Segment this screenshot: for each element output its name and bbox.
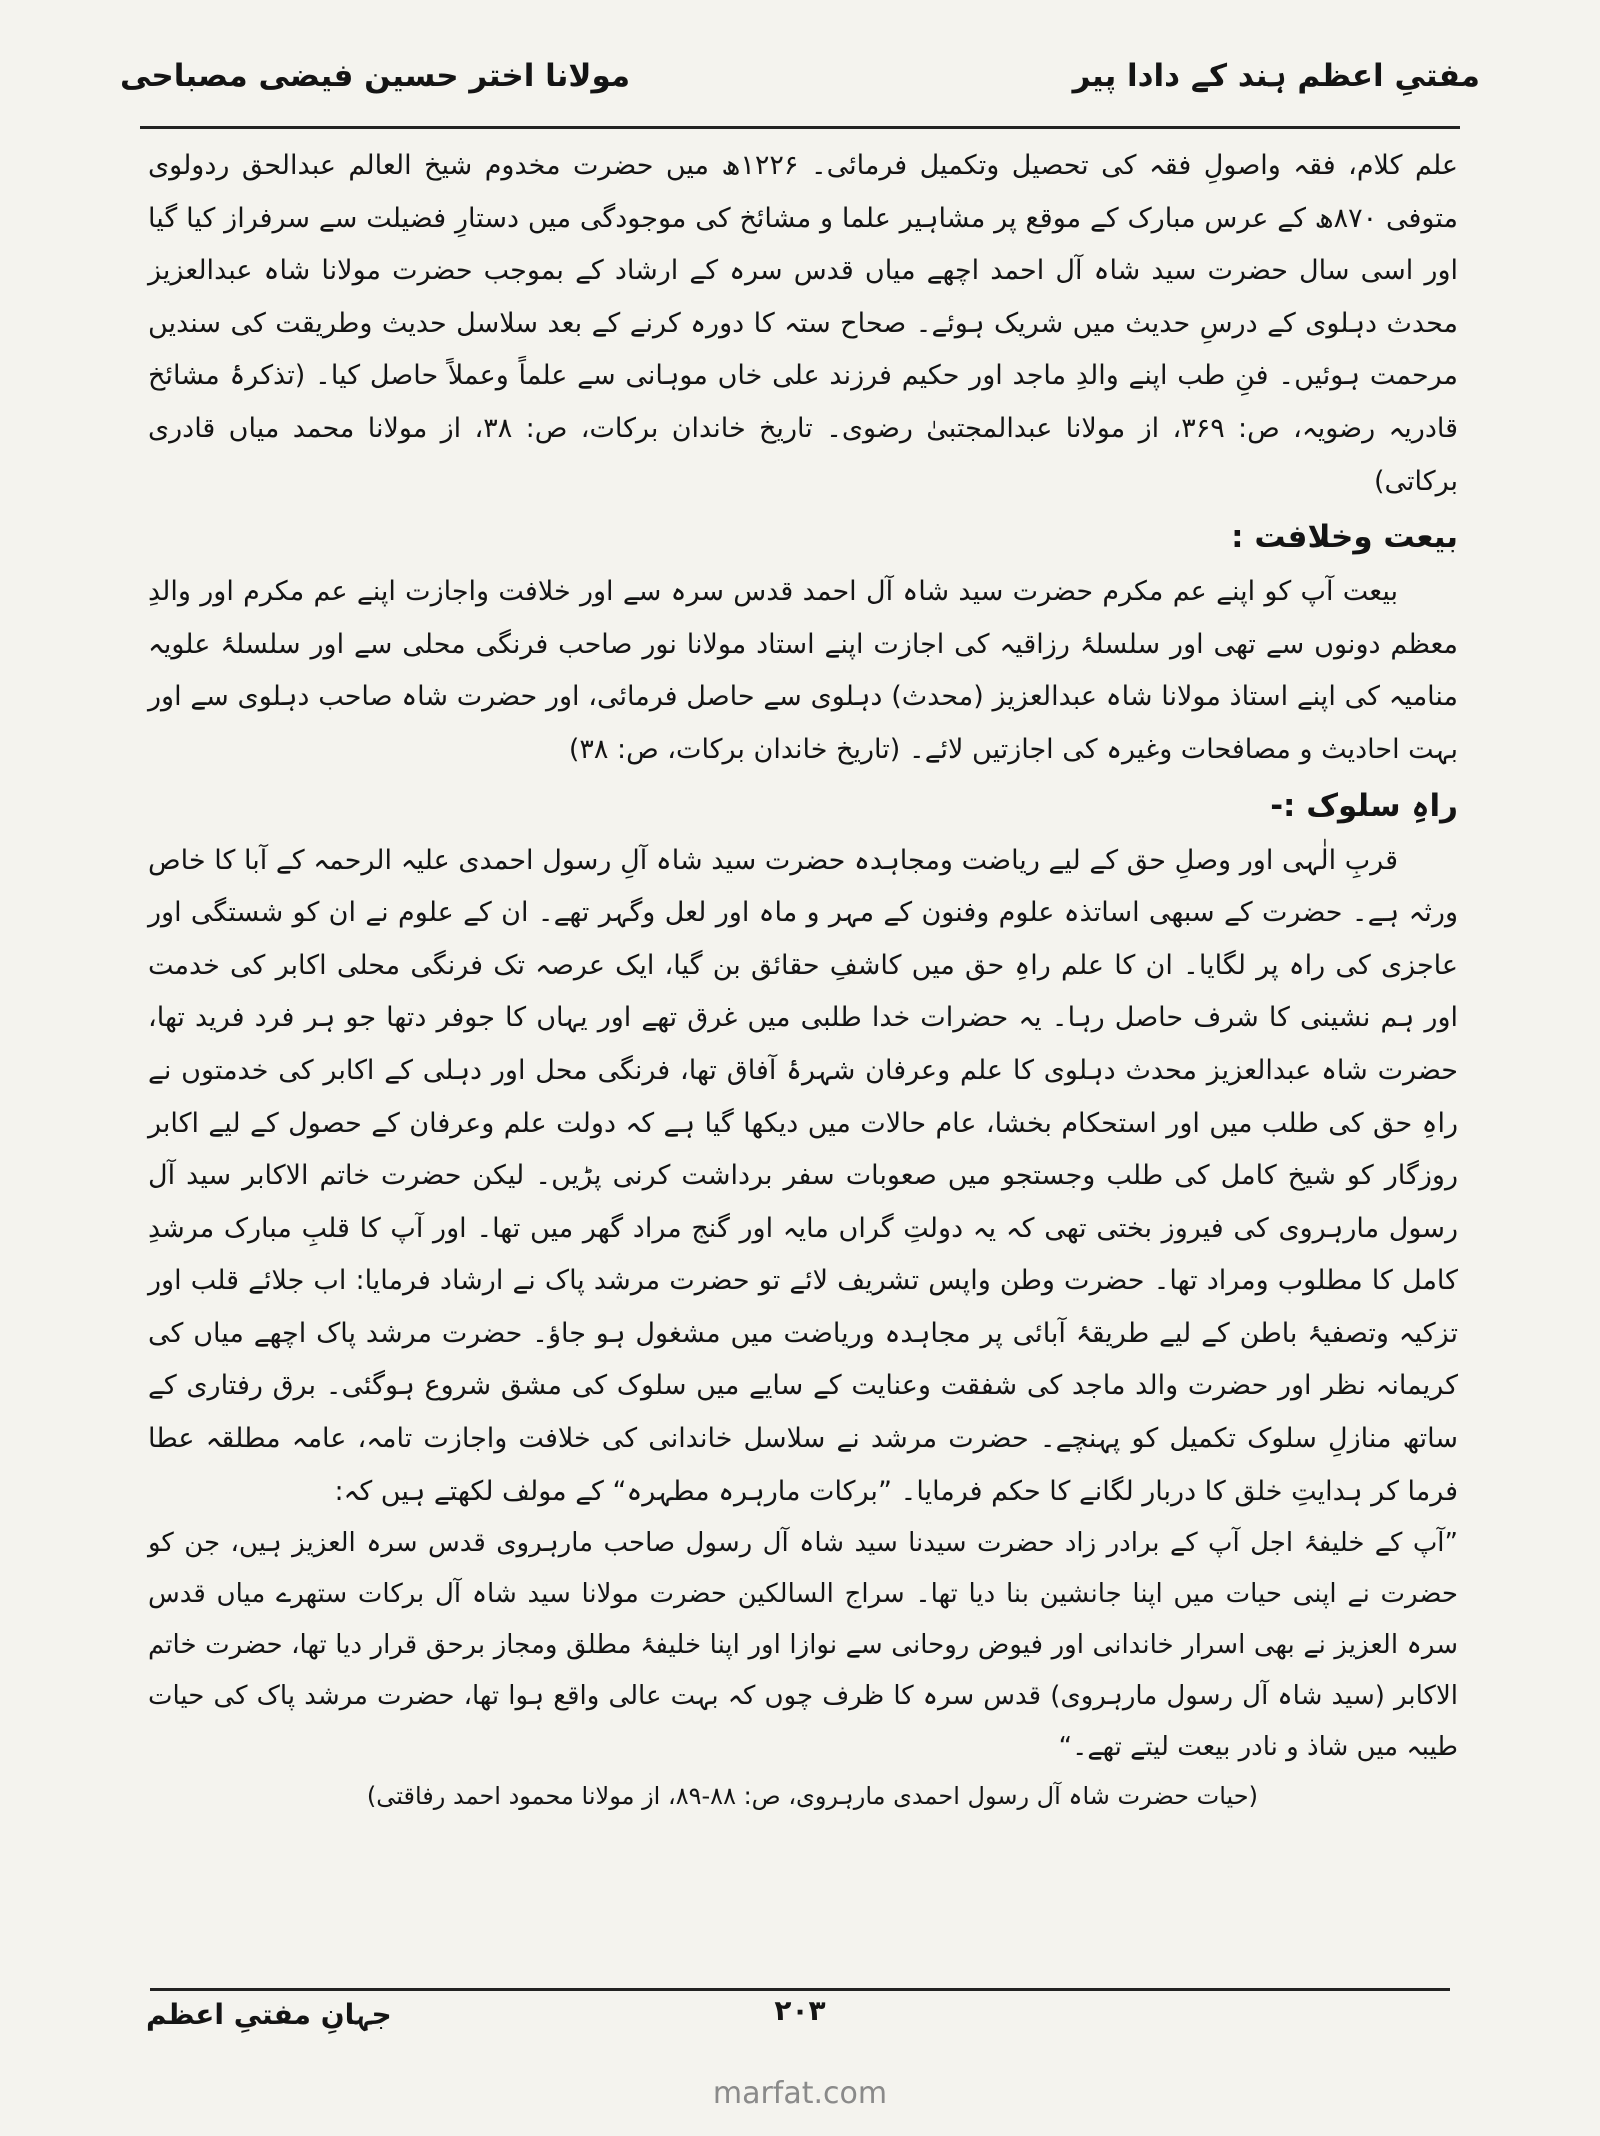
watermark: marfat.com (712, 2076, 888, 2111)
section-heading-baiat: بیعت وخلافت : (1231, 519, 1458, 556)
block-quote: ”آپ کے خلیفۂ اجل آپ کے برادر زاد حضرت سیدنا سید شاہ آل رسول صاحب مارہروی قدس سرہ العزیز ہیں، جن کو حضرت نے اپنی حیات میں اپنا جانشین بنا دیا تھا۔ سراج السالکین حضرت مولانا سید شاہ آل برکات ستھرے میاں قدس سرہ العزیز نے بھی اسرار خاندانی اور فیوض روحانی سے نوازا اور اپنا خلیفۂ مطلق ومجاز برحق قرار دیا تھا، حضرت خاتم الاکابر (سید شاہ آل رسول مارہروی) قدس سرہ کا ظرف چوں کہ بہت عالی واقع ہوا تھا، حضرت مرشد پاک کی حیات طیبہ میں شاذ و نادر بیعت لیتے تھے۔“ (148, 1528, 1458, 1763)
header-author: مولانا اختر حسین فیضی مصباحی (120, 58, 631, 94)
header-title: مفتیِ اعظم ہند کے دادا پیر (1072, 58, 1480, 94)
paragraph-baiat: بیعت آپ کو اپنے عم مکرم حضرت سید شاہ آل احمد قدس سرہ سے اور خلافت واجازت اپنے عم مکرم اور والدِ معظم دونوں سے تھی اور سلسلۂ رزاقیہ کی اجازت اپنے استاد مولانا نور صاحب فرنگی محلی سے اور سلسلۂ علویہ منامیہ کی اپنے استاذ مولانا شاہ عبدالعزیز (محدث) دہلوی سے حاصل فرمائی، اور حضرت شاہ صاحب دہلوی سے اور بہت احادیث و مصافحات وغیرہ کی اجازتیں لائے۔ (تاریخ خاندان برکات، ص: ۳۸) (148, 576, 1458, 765)
paragraph-education: علم کلام، فقہ واصولِ فقہ کی تحصیل وتکمیل فرمائی۔ ۱۲۲۶ھ میں حضرت مخدوم شیخ العالم عبدالحق ردولوی متوفی ۸۷۰ھ کے عرس مبارک کے موقع پر مشاہیر علما و مشائخ کی موجودگی میں دستارِ فضیلت سے سرفراز کیا گیا اور اسی سال حضرت سید شاہ آل احمد اچھے میاں قدس سرہ کے ارشاد کے بموجب حضرت مولانا شاہ عبدالعزیز محدث دہلوی کے درسِ حدیث میں شریک ہوئے۔ صحاح ستہ کا دورہ کرنے کے بعد سلاسل حدیث وطریقت کی سندیں مرحمت ہوئیں۔ فنِ طب اپنے والدِ ماجد اور حکیم فرزند علی خاں موہانی سے علماً وعملاً حاصل کیا۔ (تذکرۂ مشائخ قادریہ رضویہ، ص: ۳۶۹، از مولانا عبدالمجتبیٰ رضوی۔ تاریخ خاندان برکات، ص: ۳۸، از مولانا محمد میاں قادری برکاتی) (148, 150, 1459, 497)
footer-title: جہانِ مفتیِ اعظم (146, 1998, 392, 2031)
section-heading-suluk: راہِ سلوک :- (1270, 787, 1458, 824)
footer-rule (150, 1988, 1450, 1991)
main-text (148, 140, 1458, 1819)
running-header (120, 58, 1480, 118)
header-rule (140, 126, 1460, 129)
paragraph-suluk: قربِ الٰہی اور وصلِ حق کے لیے ریاضت ومجاہدہ حضرت سید شاہ آلِ رسول احمدی علیہ الرحمہ کے آبا کا خاص ورثہ ہے۔ حضرت کے سبھی اساتذہ علوم وفنون کے مہر و ماہ اور لعل وگہر تھے۔ ان کے علوم نے ان کو شستگی اور عاجزی کی راہ پر لگایا۔ ان کا علم راہِ حق میں کاشفِ حقائق بن گیا، ایک عرصہ تک فرنگی محلی اکابر کی خدمت اور ہم نشینی کا شرف حاصل رہا۔ یہ حضرات خدا طلبی میں غرق تھے اور یہاں کا جوفر دتھا جو ہر فرد فرید تھا، حضرت شاہ عبدالعزیز محدث دہلوی کا علم وعرفان شہرۂ آفاق تھا، فرنگی محل اور دہلی کے اکابر کی خدمتوں نے راہِ حق کی طلب میں اور استحکام بخشا، عام حالات میں دیکھا گیا ہے کہ دولت علم وعرفان کے حصول کے لیے اکابر روزگار کو شیخ کامل کی طلب وجستجو میں صعوبات سفر برداشت کرنی پڑیں۔ لیکن حضرت خاتم الاکابر سید آل رسول مارہروی کی فیروز بختی تھی کہ یہ دولتِ گراں مایہ اور گنج مراد گھر میں تھا۔ اور آپ کا قلبِ مبارک مرشدِ کامل کا مطلوب ومراد تھا۔ حضرت وطن واپس تشریف لائے تو حضرت مرشد پاک نے ارشاد فرمایا: اب جلائے قلب اور تزکیہ وتصفیۂ باطن کے لیے طریقۂ آبائی پر مجاہدہ وریاضت میں مشغول ہو جاؤ۔ حضرت مرشد پاک اچھے میاں کی کریمانہ نظر اور حضرت والد ماجد کی شفقت وعنایت کے سایے میں سلوک کی مشق شروع ہوگئی۔ برق رفتاری کے ساتھ منازلِ سلوک تکمیل کو پہنچے۔ حضرت مرشد نے سلاسل خاندانی کی خلافت واجازت تامہ، عامہ مطلقہ عطا فرما کر ہدایتِ خلق کا دربار لگانے کا حکم فرمایا۔ ”برکات مارہرہ مطہرہ“ کے مولف لکھتے ہیں کہ: (148, 844, 1458, 1507)
quote-citation: (حیات حضرت شاہ آل رسول احمدی مارہروی، ص: ۸۸-۸۹، از مولانا محمود احمد رفاقتی) (366, 1782, 1258, 1811)
page-number: ۲۰۳ (774, 1994, 826, 2027)
